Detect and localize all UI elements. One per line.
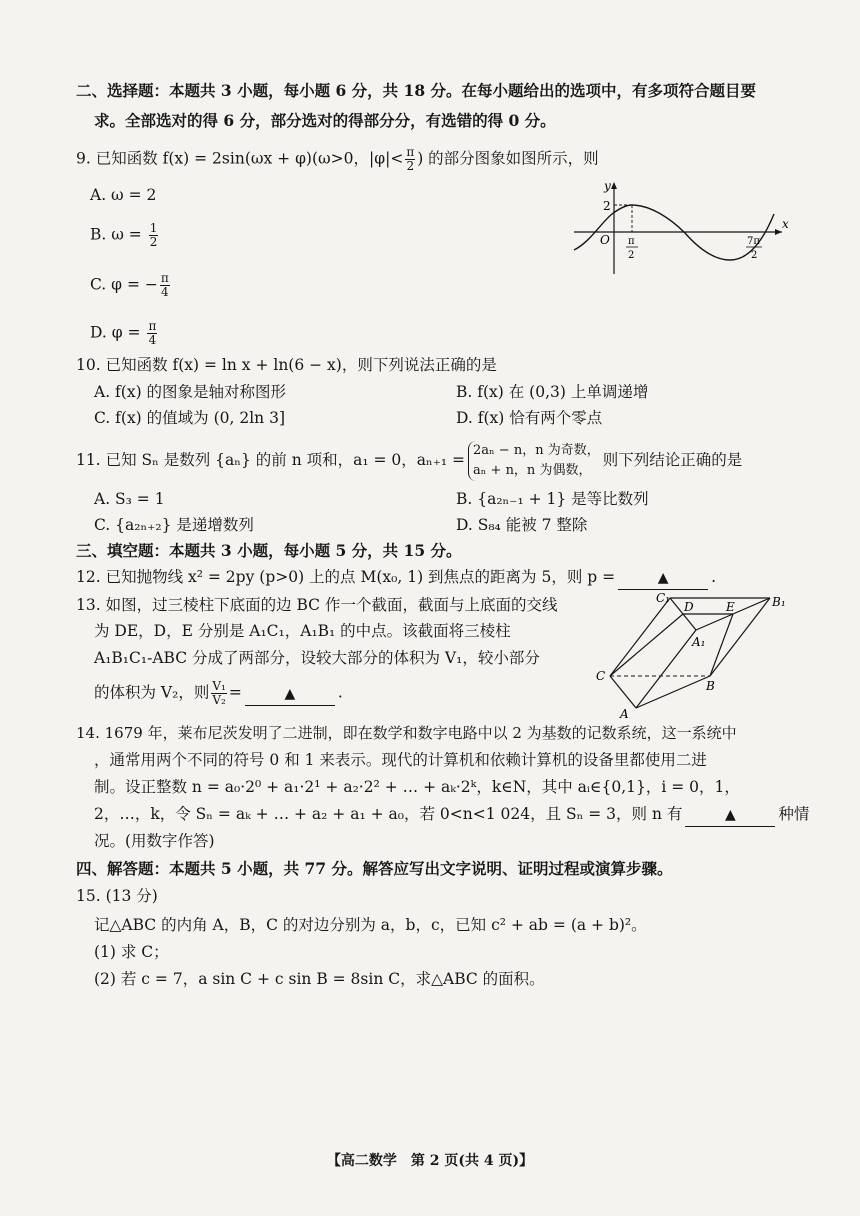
q9-option-d	[90, 320, 159, 347]
q9-option-c	[90, 272, 172, 299]
section-2-title-cont: 求。全部选对的得 6 分，部分选对的得部分分，有选错的得 0 分。	[94, 111, 556, 130]
label-e: E	[726, 600, 735, 614]
y-axis-arrow	[611, 182, 617, 189]
q14-line-5: 况。(用数字作答)	[94, 832, 215, 850]
triangle-icon: ▲	[725, 807, 736, 823]
edge-b1b	[710, 598, 770, 676]
q10-option-a: A. f(x) 的图象是轴对称图形	[94, 383, 287, 401]
label-d: D	[684, 600, 694, 614]
q13-line-4	[94, 680, 343, 707]
q9-pi-over-2	[405, 146, 415, 173]
tick1-num: π	[628, 236, 635, 247]
triangle-icon: ▲	[657, 570, 669, 586]
q9-option-a: A. ω = 2	[90, 186, 157, 204]
edge-eb	[710, 614, 733, 676]
q13-line-3: A₁B₁C₁-ABC 分成了两部分，设较大部分的体积为 V₁，较小部分	[94, 649, 540, 667]
q14-line-1: 14. 1679 年，莱布尼茨发明了二进制，即在数学和数字电路中以 2 为基数的记数系统，这一系统中	[76, 724, 737, 742]
q13-end: .	[337, 683, 343, 702]
q10-option-d: D. f(x) 恰有两个零点	[456, 409, 603, 427]
edge-ca	[610, 676, 636, 708]
page-footer: 【高二数学 第 2 页(共 4 页)】	[326, 1153, 534, 1169]
q14-l4-pre: 2，…，k，令 Sₙ = aₖ + … + a₂ + a₁ + a₀，若 0<n<1 024，且 Sₙ = 3，则 n 有	[94, 805, 683, 823]
tick2-num: 7π	[747, 236, 760, 247]
section-3-title: 三、填空题：本题共 3 小题，每小题 5 分，共 15 分。	[76, 541, 462, 560]
frac-den: 4	[160, 285, 169, 299]
fraction	[147, 320, 157, 347]
fraction	[149, 222, 159, 249]
edge-dc	[610, 614, 683, 676]
q13-l4-pre: 的体积为 V₂，则	[94, 683, 210, 702]
q13-prism-figure	[590, 590, 790, 720]
q11-option-c: C. {a₂ₙ₊₂} 是递增数列	[94, 516, 254, 534]
q9-stem	[76, 146, 599, 173]
option-label: C. φ = −	[90, 275, 158, 294]
frac-den: V₂	[212, 693, 226, 707]
section-4-title: 四、解答题：本题共 5 小题，共 77 分。解答应写出文字说明、证明过程或演算步骤。	[76, 859, 673, 878]
q12-end: .	[711, 568, 717, 586]
q11-stem-a: 11. 已知 Sₙ 是数列 {aₙ} 的前 n 项和，a₁ = 0，aₙ₊₁ =	[76, 451, 466, 469]
y-label: y	[604, 179, 611, 193]
fraction	[160, 272, 170, 299]
label-b: B	[706, 679, 715, 693]
q15-part-1: (1) 求 C；	[94, 943, 169, 961]
q12-answer-blank	[618, 566, 708, 590]
q14-line-2: ，通常用两个不同的符号 0 和 1 来表示。现代的计算机和依赖计算机的设备里都使用二进	[94, 751, 707, 769]
frac-num: π	[160, 271, 169, 285]
q14-line-4	[94, 803, 809, 827]
label-c1: C₁	[656, 591, 670, 605]
origin-label: O	[600, 233, 610, 247]
q14-line-3: 制。设正整数 n = a₀·2⁰ + a₁·2¹ + a₂·2² + … + aₖ·2ᵏ，k∈N，其中 aᵢ∈{0,1}，i = 0，1，	[94, 778, 740, 796]
frac-den: 2	[406, 159, 415, 173]
q12-stem	[76, 566, 716, 590]
q14-answer-blank	[685, 803, 775, 827]
option-label: B. ω =	[90, 225, 147, 244]
q11-option-d: D. S₈₄ 能被 7 整除	[456, 516, 588, 534]
ymax-label: 2	[603, 199, 611, 213]
q11-stem-b: 则下列结论正确的是	[602, 451, 743, 469]
q10-stem: 10. 已知函数 f(x) = ln x + ln(6 − x)，则下列说法正确的是	[76, 356, 497, 374]
q9-option-b	[90, 222, 160, 249]
frac-den: 4	[148, 333, 157, 347]
label-a: A	[620, 707, 629, 720]
q13-eq: =	[228, 683, 242, 702]
q11-option-b: B. {a₂ₙ₋₁ + 1} 是等比数列	[456, 490, 649, 508]
label-a1: A₁	[692, 635, 706, 649]
q9-stem-a: 9. 已知函数 f(x) = 2sin(ωx + φ)(ω>0，|φ|<	[76, 149, 404, 168]
label-b1: B₁	[772, 595, 786, 609]
edge-a1a	[636, 630, 696, 708]
q15-head: 15. (13 分)	[76, 887, 158, 905]
q9-sine-graph	[570, 178, 790, 278]
triangle-icon: ▲	[284, 685, 296, 702]
tick2-den: 2	[751, 250, 758, 261]
tick1-den: 2	[628, 250, 635, 261]
edge-ba	[636, 676, 710, 708]
q15-part-2: (2) 若 c = 7，a sin C + c sin B = 8sin C，求△ABC 的面积。	[94, 970, 545, 988]
q13-line-2: 为 DE，D，E 分别是 A₁C₁，A₁B₁ 的中点。该截面将三棱柱	[94, 622, 511, 640]
q13-line-1: 13. 如图，过三棱柱下底面的边 BC 作一个截面，截面与上底面的交线	[76, 596, 558, 614]
q11-option-a: A. S₃ = 1	[94, 490, 165, 508]
q13-answer-blank	[245, 682, 335, 706]
x-axis-arrow	[775, 229, 782, 235]
x-label: x	[782, 217, 789, 231]
q11-piecewise	[468, 441, 600, 481]
q12-text: 12. 已知抛物线 x² = 2py (p>0) 上的点 M(x₀, 1) 到焦点的距离为 5，则 p =	[76, 568, 616, 586]
case-odd: 2aₙ − n，n 为奇数，	[473, 443, 600, 458]
section-2-title: 二、选择题：本题共 3 小题，每小题 6 分，共 18 分。在每小题给出的选项中，有多项符合题目要	[76, 81, 757, 100]
q9-stem-b: ) 的部分图象如图所示，则	[417, 149, 599, 168]
q13-ratio	[211, 680, 226, 707]
q15-line-1: 记△ABC 的内角 A，B，C 的对边分别为 a，b，c，已知 c² + ab = (a + b)²。	[94, 916, 647, 934]
frac-num: π	[148, 319, 157, 333]
frac-num: π	[406, 145, 415, 159]
frac-den: 2	[149, 235, 158, 249]
case-even: aₙ + n，n 为偶数，	[473, 463, 592, 478]
q11-stem	[76, 438, 742, 482]
label-c: C	[596, 669, 606, 683]
option-label: D. φ =	[90, 323, 146, 342]
frac-num: V₁	[212, 679, 226, 693]
q14-l4-post: 种情	[778, 805, 810, 823]
edge-c1c	[610, 598, 670, 676]
q10-option-b: B. f(x) 在 (0,3) 上单调递增	[456, 383, 649, 401]
q10-option-c: C. f(x) 的值域为 (0, 2ln 3]	[94, 409, 285, 427]
frac-num: 1	[149, 221, 158, 235]
